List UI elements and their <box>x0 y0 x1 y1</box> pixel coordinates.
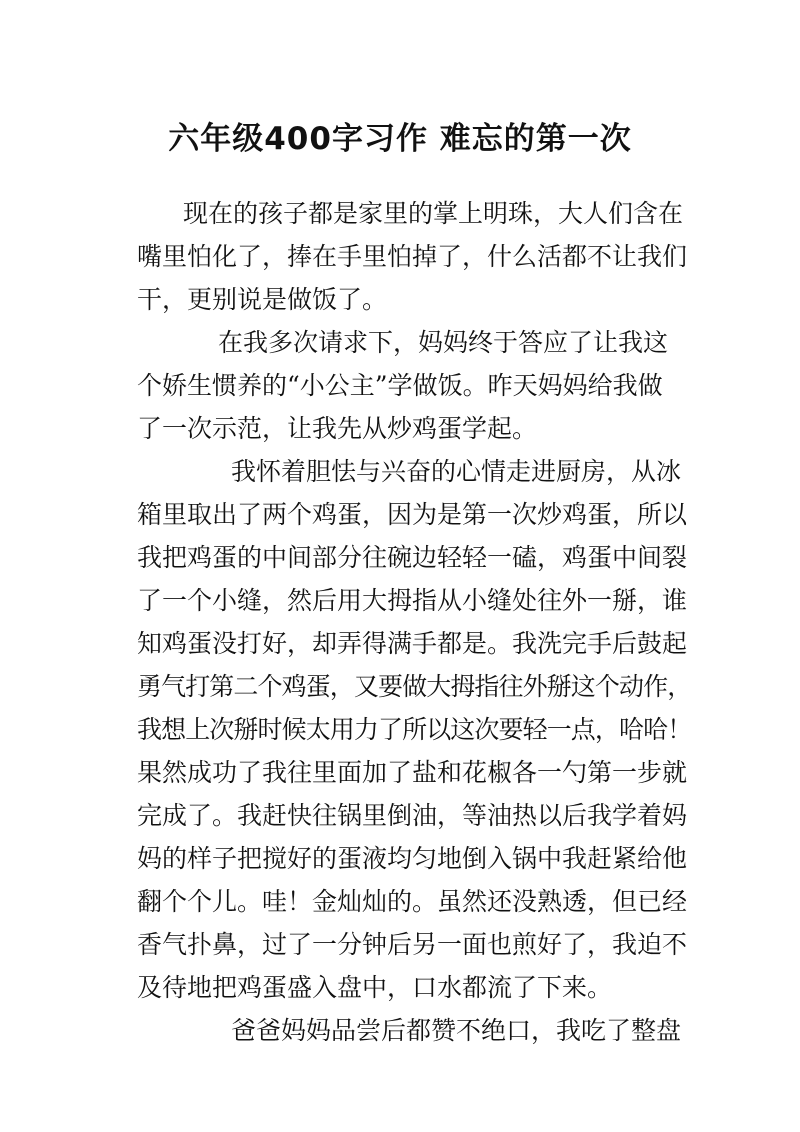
paragraph-line: 现在的孩子都是家里的掌上明珠，大人们含在 <box>183 199 684 228</box>
paragraph-line: 干，更别说是做饭了。 <box>137 285 388 314</box>
paragraph-line: 爸爸妈妈品尝后都赞不绝口，我吃了整盘 <box>231 1016 682 1045</box>
paragraph-line: 知鸡蛋没打好，却弄得满手都是。我洗完手后鼓起 <box>137 629 688 658</box>
paragraph-line: 果然成功了我往里面加了盐和花椒各一勺第一步就 <box>137 758 688 787</box>
paragraph-line: 箱里取出了两个鸡蛋，因为是第一次炒鸡蛋，所以 <box>137 500 688 529</box>
paragraph-line: 妈的样子把搅好的蛋液均匀地倒入锅中我赶紧给他 <box>137 844 688 873</box>
paragraph-line: 个娇生惯养的“小公主”学做饭。昨天妈妈给我做 <box>137 371 663 400</box>
paragraph-line: 嘴里怕化了，捧在手里怕掉了，什么活都不让我们 <box>137 242 688 271</box>
paragraph-line: 及待地把鸡蛋盛入盘中，口水都流了下来。 <box>137 973 613 1002</box>
paragraph-line: 我想上次掰时候太用力了所以这次要轻一点，哈哈！ <box>137 715 692 744</box>
paragraph-line: 香气扑鼻，过了一分钟后另一面也煎好了，我迫不 <box>137 930 688 959</box>
paragraph-line: 在我多次请求下，妈妈终于答应了让我这 <box>218 328 669 357</box>
paragraph-line: 翻个个儿。哇！金灿灿的。虽然还没熟透，但已经 <box>137 887 688 916</box>
paragraph-line: 勇气打第二个鸡蛋，又要做大拇指往外掰这个动作， <box>137 672 692 701</box>
paragraph-line: 我怀着胆怯与兴奋的心情走进厨房，从冰 <box>231 457 682 486</box>
paragraph-line: 完成了。我赶快往锅里倒油，等油热以后我学着妈 <box>137 801 688 830</box>
paragraph-line: 我把鸡蛋的中间部分往碗边轻轻一磕，鸡蛋中间裂 <box>137 543 688 572</box>
paragraph-line: 了一次示范，让我先从炒鸡蛋学起。 <box>137 414 538 443</box>
page-title: 六年级400字习作 难忘的第一次 <box>168 120 632 157</box>
paragraph-line: 了一个小缝，然后用大拇指从小缝处往外一掰，谁 <box>137 586 688 615</box>
